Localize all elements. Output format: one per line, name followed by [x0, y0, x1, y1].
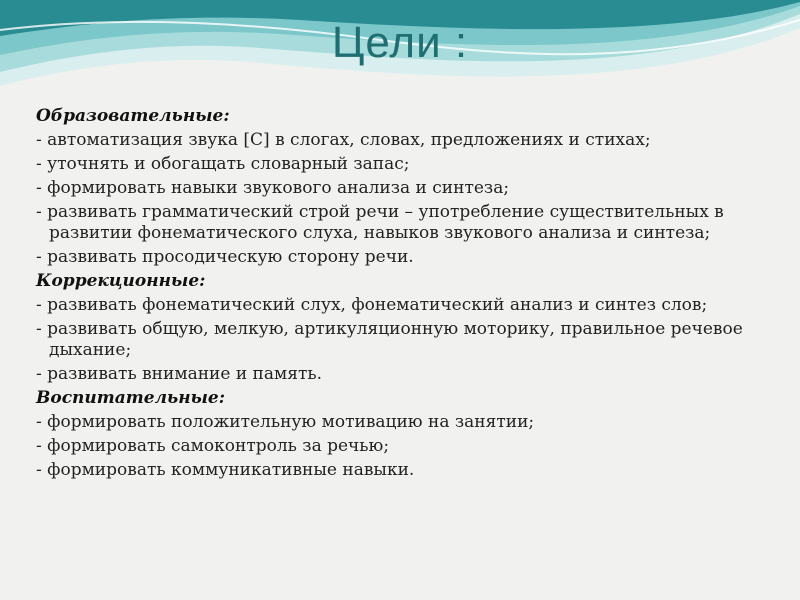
- list-item: - развивать фонематический слух, фонематический анализ и синтез слов;: [36, 295, 708, 315]
- slide-title: Цели :: [331, 18, 469, 67]
- list-item: - уточнять и обогащать словарный запас;: [36, 154, 410, 174]
- goals-content: [36, 103, 766, 484]
- section-heading-educational: Образовательные:: [36, 106, 230, 126]
- section-heading-upbringing: Воспитательные:: [36, 388, 226, 408]
- list-item: - развивать внимание и память.: [36, 364, 323, 384]
- list-item: - развивать грамматический строй речи – употребление существительных в развитии фонематического слуха, навыков звукового анализа и синтеза;: [36, 202, 724, 243]
- section-heading-correctional: Коррекционные:: [36, 271, 206, 291]
- list-item: - формировать навыки звукового анализа и синтеза;: [36, 178, 510, 198]
- list-item: - формировать коммуникативные навыки.: [36, 460, 415, 480]
- list-item: - формировать самоконтроль за речью;: [36, 436, 390, 456]
- list-item: - автоматизация звука [С] в слогах, словах, предложениях и стихах;: [36, 130, 651, 150]
- list-item: - формировать положительную мотивацию на занятии;: [36, 412, 535, 432]
- list-item: - развивать общую, мелкую, артикуляционную моторику, правильное речевое дыхание;: [36, 319, 743, 360]
- list-item: - развивать просодическую сторону речи.: [36, 247, 414, 267]
